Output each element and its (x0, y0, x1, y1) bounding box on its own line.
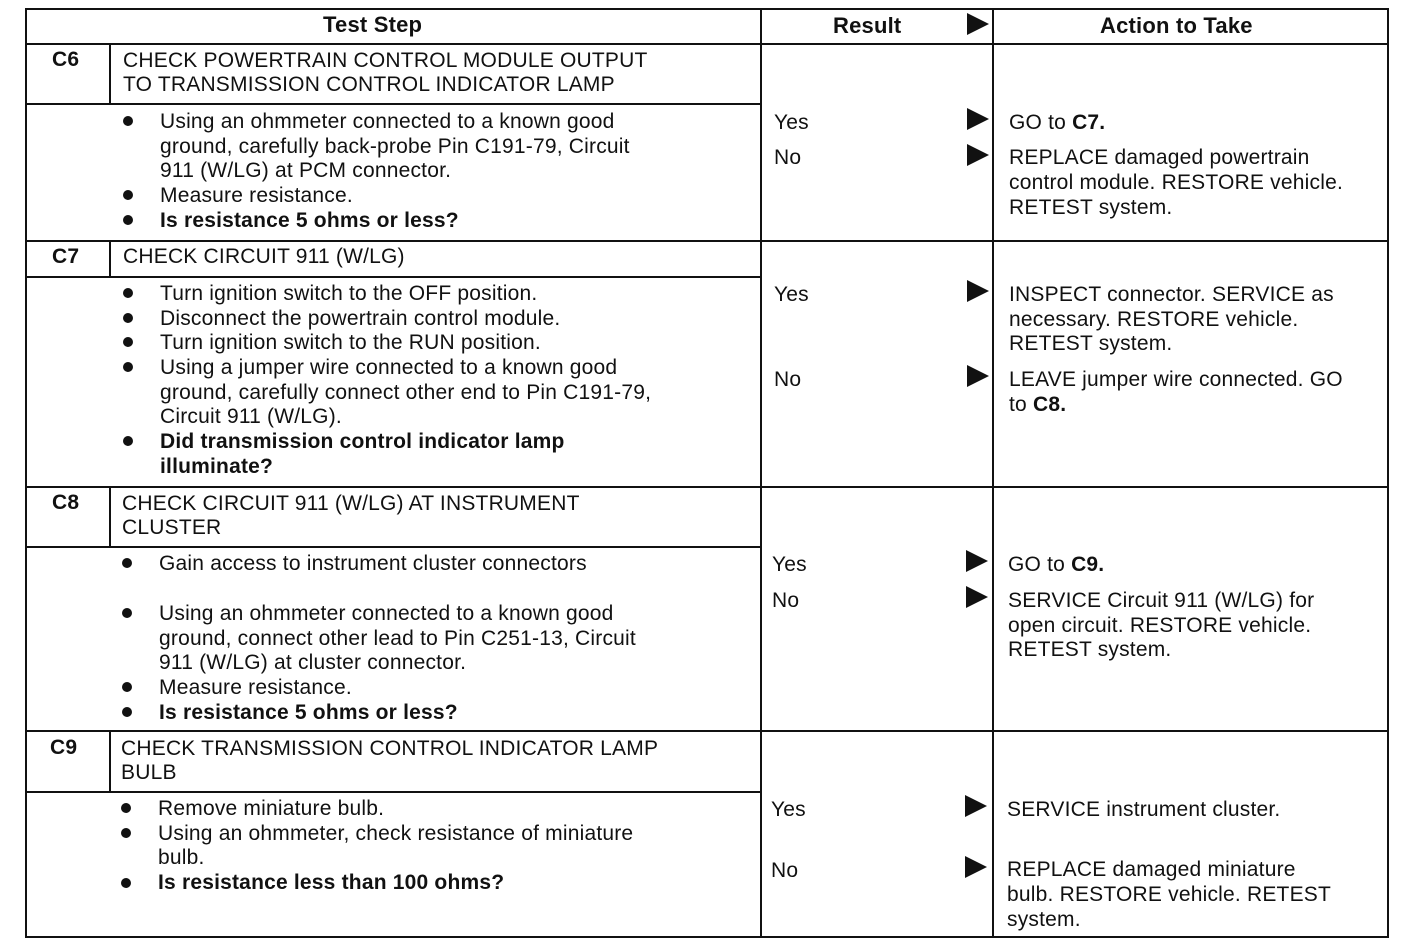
action-text: bulb. RESTORE vehicle. RETEST (1007, 883, 1332, 906)
title-separator (25, 103, 762, 105)
bullet-icon (122, 558, 132, 568)
bullet-text: Turn ignition switch to the RUN position. (160, 331, 541, 354)
bullet-text: Measure resistance. (160, 184, 353, 207)
step-title: TO TRANSMISSION CONTROL INDICATOR LAMP (123, 73, 615, 96)
bullet-text: ground, connect other lead to Pin C251-13, Circuit (159, 627, 636, 650)
step-id: C6 (52, 48, 80, 71)
bullet-text: Gain access to instrument cluster connectors (159, 552, 587, 575)
bullet-icon (121, 828, 131, 838)
step-id-divider (109, 240, 111, 276)
bullet-text: illuminate? (160, 455, 274, 478)
step-title: BULB (121, 761, 177, 784)
title-separator (25, 791, 762, 793)
step-id: C8 (52, 491, 80, 514)
bullet-icon (123, 215, 133, 225)
result-column-left (760, 8, 762, 938)
result-label: No (771, 859, 799, 882)
bullet-icon (122, 707, 132, 717)
bullet-text: Using an ohmmeter connected to a known good (159, 602, 614, 625)
action-text: SERVICE instrument cluster. (1007, 798, 1281, 821)
action-text: open circuit. RESTORE vehicle. (1008, 614, 1312, 637)
action-text: GO to C9. (1008, 553, 1105, 576)
step-title: CHECK TRANSMISSION CONTROL INDICATOR LAMP (121, 737, 659, 760)
bullet-icon (123, 362, 133, 372)
step-title: CHECK CIRCUIT 911 (W/LG) AT INSTRUMENT (122, 492, 580, 515)
bullet-text: Disconnect the powertrain control module. (160, 307, 561, 330)
table-outer-right (1387, 8, 1389, 938)
bullet-text: Is resistance 5 ohms or less? (160, 209, 459, 232)
header-arrow-icon (967, 13, 989, 35)
bullet-text: Using an ohmmeter, check resistance of miniature (158, 822, 634, 845)
header-divider (25, 43, 1389, 45)
result-label: Yes (774, 283, 809, 306)
arrow-icon (967, 280, 989, 302)
arrow-icon (965, 795, 987, 817)
arrow-icon (967, 108, 989, 130)
header-action: Action to Take (1100, 13, 1253, 38)
action-column-left (992, 8, 994, 938)
action-text: RETEST system. (1009, 196, 1173, 219)
action-text: RETEST system. (1009, 332, 1173, 355)
arrow-icon (965, 856, 987, 878)
table-outer-top (25, 8, 1389, 10)
action-text: LEAVE jumper wire connected. GO (1009, 368, 1343, 391)
bullet-text: Measure resistance. (159, 676, 352, 699)
bullet-text: bulb. (158, 846, 205, 869)
table-outer-left (25, 8, 27, 938)
bullet-icon (123, 436, 133, 446)
bullet-icon (121, 803, 131, 813)
bullet-text: ground, carefully connect other end to Pin C191-79, (160, 381, 652, 404)
step-separator (25, 730, 1389, 732)
arrow-icon (966, 550, 988, 572)
result-label: No (774, 146, 802, 169)
bullet-text: Turn ignition switch to the OFF position. (160, 282, 538, 305)
bullet-icon (123, 116, 133, 126)
arrow-icon (967, 144, 989, 166)
bullet-icon (123, 313, 133, 323)
bullet-text: Circuit 911 (W/LG). (160, 405, 342, 428)
step-title: CHECK POWERTRAIN CONTROL MODULE OUTPUT (123, 49, 648, 72)
bullet-icon (123, 337, 133, 347)
action-text: REPLACE damaged miniature (1007, 858, 1296, 881)
arrow-icon (966, 586, 988, 608)
bullet-text: 911 (W/LG) at PCM connector. (160, 159, 452, 182)
bullet-text: 911 (W/LG) at cluster connector. (159, 651, 467, 674)
bullet-text: Using an ohmmeter connected to a known good (160, 110, 615, 133)
step-separator (25, 486, 1389, 488)
action-text: system. (1007, 908, 1081, 931)
action-text: REPLACE damaged powertrain (1009, 146, 1310, 169)
result-label: No (774, 368, 802, 391)
header-test-step: Test Step (323, 12, 423, 37)
bullet-text: Using a jumper wire connected to a known good (160, 356, 618, 379)
action-text: SERVICE Circuit 911 (W/LG) for (1008, 589, 1315, 612)
action-text: to C8. (1009, 393, 1067, 416)
step-id: C7 (52, 245, 80, 268)
title-separator (25, 276, 762, 278)
bullet-icon (122, 608, 132, 618)
step-id: C9 (50, 736, 78, 759)
action-text: GO to C7. (1009, 111, 1106, 134)
step-title: CHECK CIRCUIT 911 (W/LG) (123, 245, 405, 268)
bullet-text: ground, carefully back-probe Pin C191-79, Circuit (160, 135, 630, 158)
result-label: Yes (772, 553, 807, 576)
bullet-text: Did transmission control indicator lamp (160, 430, 565, 453)
bullet-text: Is resistance less than 100 ohms? (158, 871, 505, 894)
title-separator (25, 546, 762, 548)
result-label: Yes (771, 798, 806, 821)
bullet-icon (121, 878, 131, 888)
bullet-icon (123, 190, 133, 200)
step-id-divider (109, 43, 111, 103)
result-label: No (772, 589, 800, 612)
step-id-divider (109, 486, 111, 546)
table-outer-bottom (25, 936, 1389, 938)
header-result: Result (833, 13, 902, 38)
action-text: INSPECT connector. SERVICE as (1009, 283, 1334, 306)
action-text: RETEST system. (1008, 638, 1172, 661)
bullet-icon (123, 288, 133, 298)
result-label: Yes (774, 111, 809, 134)
step-id-divider (109, 730, 111, 791)
arrow-icon (967, 365, 989, 387)
step-title: CLUSTER (122, 516, 222, 539)
bullet-text: Remove miniature bulb. (158, 797, 385, 820)
bullet-icon (122, 682, 132, 692)
action-text: necessary. RESTORE vehicle. (1009, 308, 1299, 331)
step-separator (25, 240, 1389, 242)
bullet-text: Is resistance 5 ohms or less? (159, 701, 458, 724)
action-text: control module. RESTORE vehicle. (1009, 171, 1343, 194)
